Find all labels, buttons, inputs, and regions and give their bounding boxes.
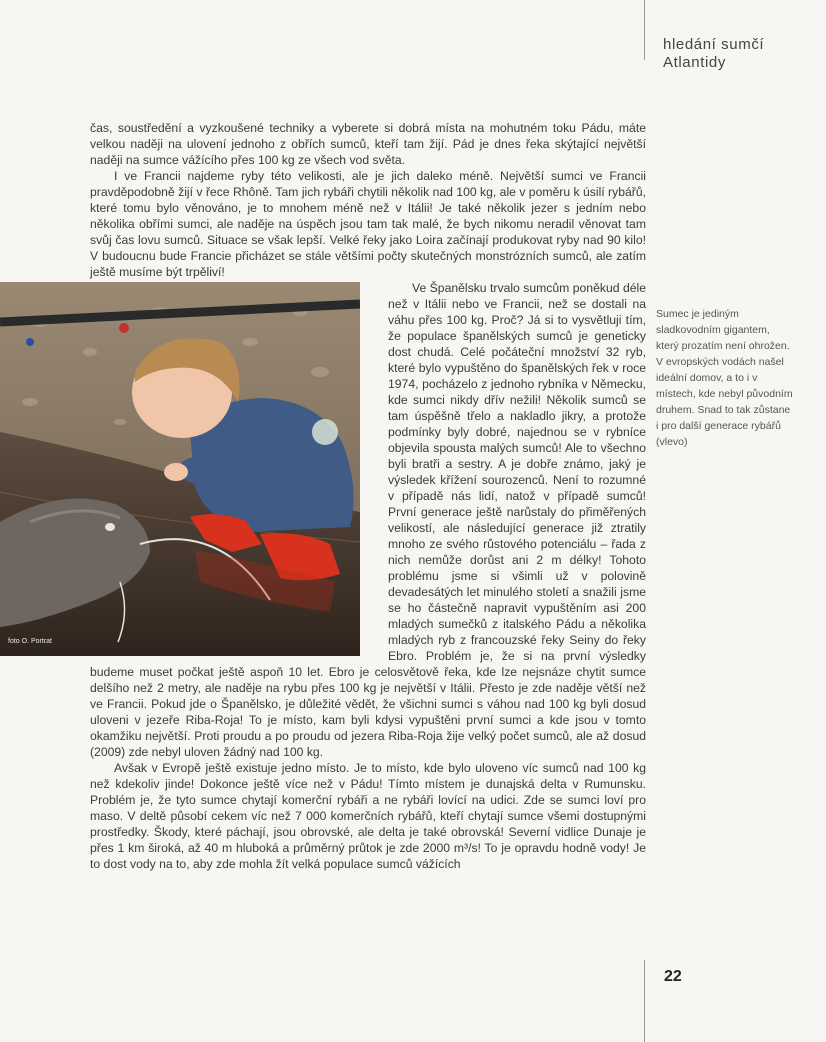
- paragraph-1: čas, soustředění a vyzkoušené techniky a vyberete si dobrá místa na mohutném toku Pádu, máte velkou naději na ulovení jednoho z obřích sumců, kteří tam žijí. Pád je dnes řeka skýtající největší naději na sumce vážícího přes 100 kg ze všech vod světa.: [90, 121, 646, 167]
- page-number: 22: [664, 968, 682, 985]
- photo-credit: foto O. Portrat: [8, 638, 52, 645]
- article-body: [8, 120, 646, 872]
- column-divider-bottom: [644, 960, 645, 1042]
- section-title-line-1: hledání sumčí: [663, 36, 765, 53]
- paragraph-2: I ve Francii najdeme ryby této velikosti, ale je jich daleko méně. Největší sumci ve Francii pravděpodobně žijí v řece Rhôně. Tam jich rybáři chytili několik nad 100 kg, ale v poměru k úsilí rybářů, které tomu bylo věnováno, je to mnohem méně než v Itálii! Je také několik jezer s jedním nebo několika obřími sumci, ale naděje na úspěch jsou tam tak malé, že bych nikomu neradil věnovat tam svůj čas lovu sumců. Situace se však lepší. Velké řeky jako Loira začínají produkovat ryby nad 90 kilo! V budoucnu bude Francie přicházet se stále většími počty skutečných monstrózních sumců, ale zatím ještě musíme být trpěliví!: [90, 169, 646, 279]
- paragraph-4: Avšak v Evropě ještě existuje jedno místo. Je to místo, kde bylo uloveno víc sumců nad 100 kg než kdekoliv jinde! Dokonce ještě více než v Pádu! Tímto místem je dunajská delta v Rumunsku. Problém je, že tyto sumce chytají komerční rybáři a ne rybáři lovící na udici. Zde se sumci loví pro maso. V deltě působí cekem víc než 7 000 komerčních rybářů, kteří chytají sumce všemi dostupnými prostředky. Škody, které páchají, jsou obrovské, ale delta je také obrovská! Severní vidlice Dunaje je přes 1 km široká, až 40 m hluboká a průměrný průtok je zde 2000 m³/s! To je opravdu hodně vody! Je to dost vody na to, aby zde mohla žít velká populace sumců vážících: [90, 761, 646, 871]
- catfish-eye: [105, 523, 115, 531]
- section-title-line-2: Atlantidy: [663, 54, 726, 71]
- photo-child-and-catfish: [0, 282, 360, 656]
- photo-caption: Sumec je jediným sladkovodním gigantem, který prozatím není ohrožen. V evropských vodách našel ideální domov, a to i v místech, kde nebyl původním druhem. Snad to tak zůstane i pro další generace rybářů (vlevo): [656, 308, 793, 448]
- child-hand: [164, 463, 188, 481]
- running-section-title: [663, 36, 813, 72]
- column-divider-top: [644, 0, 645, 60]
- paragraph-3: Ve Španělsku trvalo sumcům poněkud déle než v Itálii nebo ve Francii, než se dostali na váhu přes 100 kg. Proč? Já si to vysvětluji tím, že populace španělských sumců je geneticky dost chudá. Celé počáteční množství 32 ryb, které bylo vypuštěno do španělských řek v roce 1974, pocházelo z jednoho rybníka v Německu, kde sumci nikdy dřív nežili! Několik sumců se tam úspěšně třelo a nakladlo jikry, a protože podmínky byly dobré, najednou se v rybníce objevila spousta malých sumců! Ale to všechno byli bratři a sestry. A je dobře známo, jaký je výsledek křížení sourozenců. Není to rozumné v případě nás lidí, natož v případě sumců! První generace ještě narůstaly do přiměřených velikostí, ale následující generace již ztratily mnoho ze svého růstového potenciálu – řada z nich nemůže dorůst ani 2 m délky! Tohoto problému jsme si všimli už v polovině devadesátých let minulého století a snažili jsme se ho částečně napravit vypuštěním asi 200 mladých sumečků z italského Pádu a několika mladých ryb z francouzské řeky Seiny do řeky Ebro. Problém je, že si na první výsledky budeme muset počkat ještě aspoň 10 let. Ebro je celosvětově řeka, kde lze nejsnáze chytit sumce delšího než 2 metry, ale naděje na rybu přes 100 kg je největší v Itálii. Přesto je zde naděje větší než ve Francii. Pokud jde o Španělsko, je důležité vědět, že všichni sumci s váhou nad 100 kg byli dosud uloveni v jezeře Riba-Roja! To je místo, kam byli kdysi vypuštěni první sumci a kde jsou v tomto okamžiku největší. Proti proudu a po proudu od jezera Riba-Roja žije velký počet sumců, ale až dosud (2009) zde nebyl uloven žádný nad 100 kg.: [90, 281, 646, 759]
- photo-illustration: [0, 282, 360, 656]
- rod-bite-alarm: [119, 323, 129, 333]
